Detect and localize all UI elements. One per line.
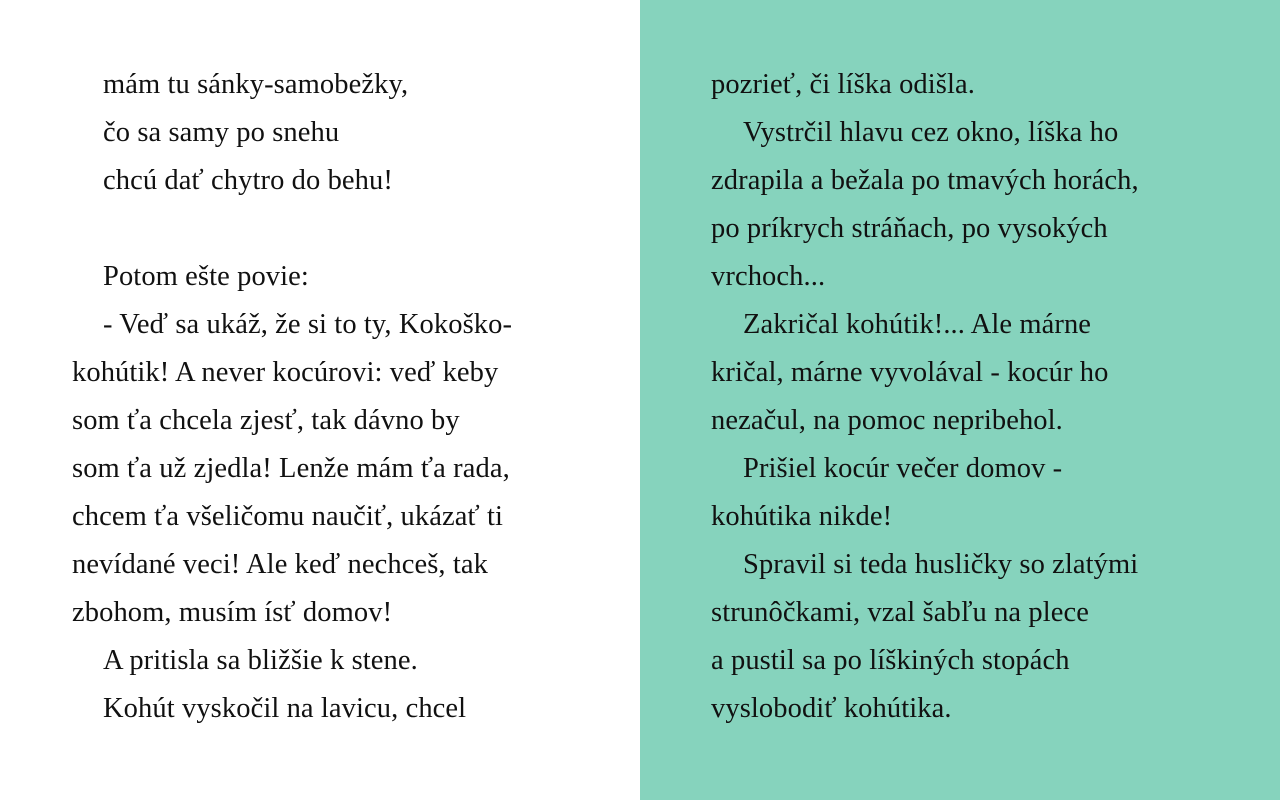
left-line-13: Kohút vyskočil na lavicu, chcel: [103, 693, 467, 724]
left-line-2: čo sa samy po snehu: [103, 117, 340, 148]
right-line-5: vrchoch...: [711, 261, 826, 292]
right-line-2: Vystrčil hlavu cez okno, líška ho: [743, 117, 1119, 148]
right-line-8: nezačul, na pomoc nepribehol.: [711, 405, 1063, 436]
right-line-1: pozrieť, či líška odišla.: [711, 69, 975, 100]
right-line-3: zdrapila a bežala po tmavých horách,: [711, 165, 1139, 196]
right-page: [640, 0, 1280, 800]
left-line-8: som ťa už zjedla! Lenže mám ťa rada,: [72, 453, 510, 484]
right-line-14: vyslobodiť kohútika.: [711, 693, 952, 724]
left-line-5: - Veď sa ukáž, že si to ty, Kokoško-: [103, 309, 513, 340]
left-line-7: som ťa chcela zjesť, tak dávno by: [72, 405, 460, 436]
right-line-6: Zakričal kohútik!... Ale márne: [743, 309, 1092, 340]
right-line-4: po príkrych stráňach, po vysokých: [711, 213, 1108, 244]
left-line-6: kohútik! A never kocúrovi: veď keby: [72, 357, 499, 388]
left-line-1: mám tu sánky-samobežky,: [103, 69, 409, 100]
right-line-11: Spravil si teda husličky so zlatými: [743, 549, 1139, 580]
left-line-9: chcem ťa všeličomu naučiť, ukázať ti: [72, 501, 504, 532]
right-line-10: kohútika nikde!: [711, 501, 893, 532]
left-line-3: chcú dať chytro do behu!: [103, 165, 393, 196]
right-line-12: strunôčkami, vzal šabľu na plece: [711, 597, 1090, 628]
right-line-9: Prišiel kocúr večer domov -: [743, 453, 1063, 484]
right-line-13: a pustil sa po líškiných stopách: [711, 645, 1070, 676]
left-line-10: nevídané veci! Ale keď nechceš, tak: [72, 549, 488, 580]
left-line-11: zbohom, musím ísť domov!: [72, 597, 393, 628]
left-line-4: Potom ešte povie:: [103, 261, 309, 292]
right-line-7: kričal, márne vyvolával - kocúr ho: [711, 357, 1109, 388]
left-line-12: A pritisla sa bližšie k stene.: [103, 645, 418, 676]
